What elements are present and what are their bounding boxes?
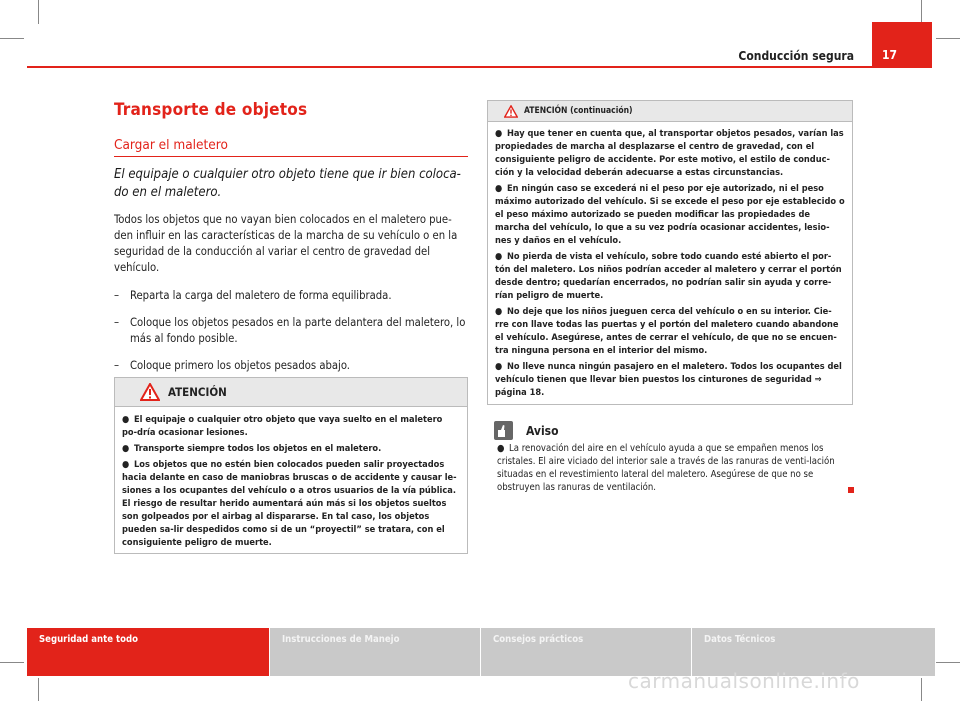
warning-body (488, 122, 852, 399)
list-item: ● Los objetos que no estén bien colocados pueden salir proyectados hacia delante en caso de maniobras bruscas o de accidente y causar le-siones a los ocupantes del vehículo o a otros usuarios de la vía pública. El riesgo de resultar herido aumentará aún más si los objetos sueltos son golpeados por el airbag al dispararse. En tal caso, los objetos pueden sa-lir despedidos como si de un “proyectil” se tratara, con el consiguiente peligro de muerte. (122, 459, 457, 548)
list-item: – Coloque primero los objetos pesados abajo. (114, 359, 351, 372)
tab-consejos-practicos[interactable]: Consejos prácticos (481, 628, 691, 676)
list-item: ● El equipaje o cualquier otro objeto que vaya suelto en el maletero po-dría ocasionar lesiones. (122, 414, 443, 438)
warning-item: El equipaje o cualquier otro objeto que vaya suelto en el maletero po-dría ocasionar lesiones. (122, 414, 443, 438)
warning-item: No deje que los niños jueguen cerca del vehículo o en su interior. Cie-rre con llave todas las puertas y el portón del maletero cuando abandone el vehículo. Asegúrese, antes de cerrar el vehículo, de que no se encuen-tra ninguna persona en el interior del mismo. (495, 306, 839, 356)
warning-item: No lleve nunca ningún pasajero en el maletero. Todos los ocupantes del vehículo tienen que llevar bien puestos los cinturones de seguridad ⇒ página 18. (495, 361, 842, 398)
running-header-title: Conducción segura (738, 49, 854, 63)
warning-triangle-icon (504, 105, 518, 118)
tab-seguridad-ante-todo[interactable]: Seguridad ante todo (27, 628, 269, 676)
watermark: carmanualsonline.info (628, 669, 860, 693)
end-of-section-marker (848, 487, 854, 493)
note-icon (494, 421, 513, 440)
list-item: ● Transporte siempre todos los objetos en el maletero. (122, 443, 382, 454)
note-title: Aviso (526, 424, 559, 438)
crop-mark (936, 38, 960, 39)
section-title: Transporte de objetos (114, 100, 308, 120)
body-text (114, 212, 470, 385)
list-item: – Coloque los objetos pesados en la parte delantera del maletero, lo más al fondo posible. (114, 315, 470, 347)
warning-item: Transporte siempre todos los objetos en el maletero. (134, 443, 382, 454)
note-text: La renovación del aire en el vehículo ayuda a que se empañen menos los cristales. El aire viciado del interior sale a través de las ranuras de venti-lación situadas en el revestimiento lateral del maletero. Asegúrese de que no se obstruyen las ranuras de ventilación. (497, 443, 835, 493)
warning-continued-box (487, 100, 853, 405)
crop-mark (38, 678, 39, 701)
crop-mark (0, 38, 24, 39)
crop-mark (921, 678, 922, 701)
warning-header (488, 101, 852, 122)
header-rule (27, 66, 932, 68)
warning-item: Hay que tener en cuenta que, al transportar objetos pesados, varían las propiedades de marcha al desplazarse el centro de gravedad, con el consiguiente peligro de accidente. Por este motivo, el estilo de conduc-ción y la velocidad deberán adecuarse a estas circunstancias. (495, 128, 844, 178)
list-item: ● No pierda de vista el vehículo, sobre todo cuando esté abierto el por-tón del maletero. Los niños podrían acceder al maletero y cerrar el portón desde dentro; quedarían encerrados, no podrían salir sin ayuda y corre-rían peligro de muerte. (495, 251, 842, 301)
warning-box (114, 377, 468, 554)
warning-title: ATENCIÓN (continuación) (524, 106, 633, 116)
list-item: ● No lleve nunca ningún pasajero en el maletero. Todos los ocupantes del vehículo tienen que llevar bien puestos los cinturones de seguridad ⇒ página 18. (495, 361, 842, 398)
intro-text: El equipaje o cualquier otro objeto tiene que ir bien coloca-do en el maletero. (114, 167, 461, 200)
warning-title: ATENCIÓN (168, 385, 227, 399)
step-text: Reparta la carga del maletero de forma equilibrada. (130, 289, 392, 302)
tab-datos-tecnicos[interactable]: Datos Técnicos (692, 628, 935, 676)
warning-triangle-icon (140, 383, 160, 401)
warning-item: En ningún caso se excederá ni el peso por eje autorizado, ni el peso máximo autorizado del vehículo. Si se excede el peso por eje establecido o el peso máximo autorizado se pueden modificar las propiedades de marcha del vehículo, lo que a su vez podría ocasionar accidentes, lesio-nes y daños en el vehículo. (495, 183, 845, 246)
crop-mark (0, 662, 24, 663)
warning-header (115, 378, 467, 407)
list-item: ● No deje que los niños jueguen cerca del vehículo o en su interior. Cie-rre con llave todas las puertas y el portón del maletero cuando abandone el vehículo. Asegúrese, antes de cerrar el vehículo, de que no se encuen-tra ninguna persona en el interior del mismo. (495, 306, 839, 356)
tab-instrucciones-de-manejo[interactable]: Instrucciones de Manejo (270, 628, 480, 676)
list-item: ● En ningún caso se excederá ni el peso por eje autorizado, ni el peso máximo autorizado del vehículo. Si se excede el peso por eje establecido o el peso máximo autorizado se pueden modificar las propiedades de marcha del vehículo, lo que a su vez podría ocasionar accidentes, lesio-nes y daños en el vehículo. (495, 183, 845, 246)
crop-mark (936, 662, 960, 663)
step-text: Coloque primero los objetos pesados abajo. (130, 359, 351, 372)
warning-body (115, 407, 467, 549)
list-item: – Reparta la carga del maletero de forma equilibrada. (114, 289, 392, 302)
subsection-title: Cargar el maletero (114, 137, 228, 153)
warning-item: No pierda de vista el vehículo, sobre todo cuando esté abierto el por-tón del maletero. Los niños podrían acceder al maletero y cerrar el portón desde dentro; quedarían encerrados, no podrían salir sin ayuda y corre-rían peligro de muerte. (495, 251, 842, 301)
note-body: ● La renovación del aire en el vehículo ayuda a que se empañen menos los cristales. El aire viciado del interior sale a través de las ranuras de venti-lación situadas en el revestimiento lateral del maletero. Asegúrese de que no se obstruyen las ranuras de ventilación. (497, 443, 835, 493)
body-paragraph: Todos los objetos que no vayan bien colocados en el maletero pue-den influir en las características de la marcha de su vehículo o en la seguridad de la conducción al variar el centro de gravedad del vehículo. (114, 213, 458, 274)
warning-item: Los objetos que no estén bien colocados pueden salir proyectados hacia delante en caso de maniobras bruscas o de accidente y causar le-siones a los ocupantes del vehículo o a otros usuarios de la vía pública. El riesgo de resultar herido aumentará aún más si los objetos sueltos son golpeados por el airbag al dispararse. En tal caso, los objetos pueden sa-lir despedidos como si de un “proyectil” se tratara, con el consiguiente peligro de muerte. (122, 459, 457, 548)
crop-mark (921, 0, 922, 24)
step-text: Coloque los objetos pesados en la parte delantera del maletero, lo más al fondo posible. (130, 316, 466, 345)
crop-mark (38, 0, 39, 24)
list-item: ● Hay que tener en cuenta que, al transportar objetos pesados, varían las propiedades de marcha al desplazarse el centro de gravedad, con el consiguiente peligro de accidente. Por este motivo, el estilo de conduc-ción y la velocidad deberán adecuarse a estas circunstancias. (495, 128, 844, 178)
subsection-rule (114, 156, 468, 157)
page-number: 17 (872, 22, 932, 68)
